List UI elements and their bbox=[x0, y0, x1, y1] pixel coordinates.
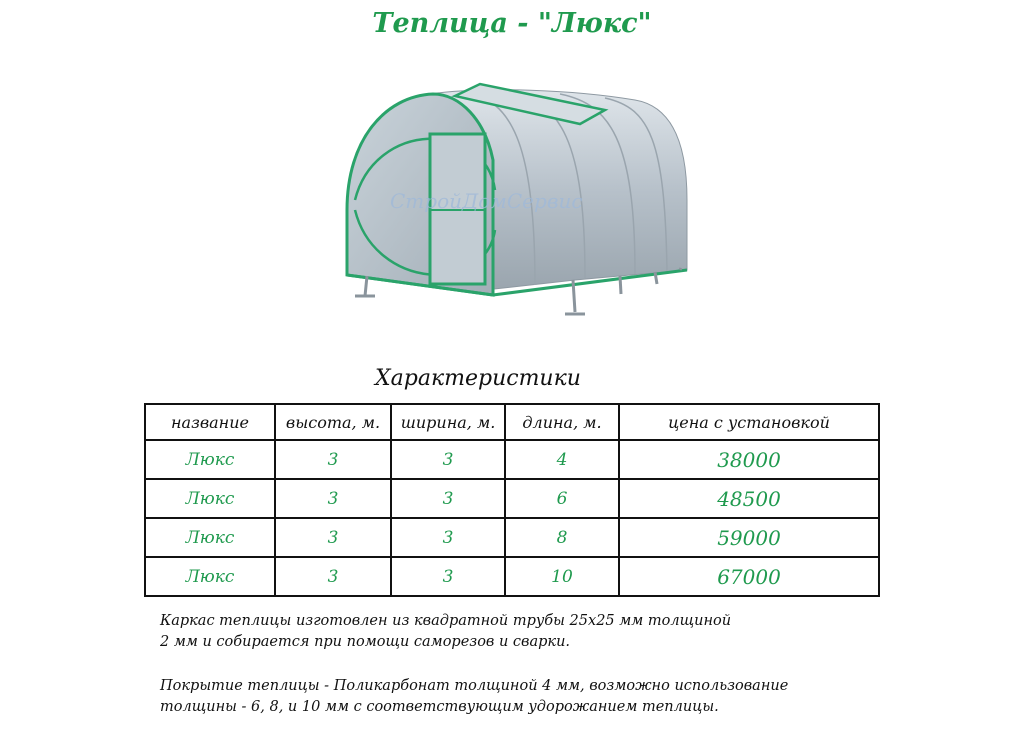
cell-width: 3 bbox=[391, 518, 505, 557]
header-length: длина, м. bbox=[505, 404, 619, 440]
header-name: название bbox=[145, 404, 275, 440]
cell-name: Люкс bbox=[145, 440, 275, 479]
cell-length: 6 bbox=[505, 479, 619, 518]
cell-length: 4 bbox=[505, 440, 619, 479]
cell-width: 3 bbox=[391, 479, 505, 518]
cell-price: 59000 bbox=[619, 518, 879, 557]
cell-height: 3 bbox=[275, 557, 391, 596]
frame-description-line1: Каркас теплицы изготовлен из квадратной трубы 25х25 мм толщиной bbox=[160, 613, 732, 629]
table-row bbox=[145, 479, 879, 518]
page-title: Теплица - "Люкс" bbox=[372, 8, 652, 39]
cell-name: Люкс bbox=[145, 518, 275, 557]
greenhouse-photo bbox=[335, 80, 705, 325]
cell-price: 67000 bbox=[619, 557, 879, 596]
cover-description-line1: Покрытие теплицы - Поликарбонат толщиной 4 мм, возможно использование bbox=[160, 678, 789, 694]
cell-width: 3 bbox=[391, 440, 505, 479]
table-row bbox=[145, 557, 879, 596]
header-height: высота, м. bbox=[275, 404, 391, 440]
frame-description-line2: 2 мм и собирается при помощи саморезов и сварки. bbox=[160, 634, 571, 650]
cell-price: 38000 bbox=[619, 440, 879, 479]
header-width: ширина, м. bbox=[391, 404, 505, 440]
cell-height: 3 bbox=[275, 518, 391, 557]
cell-name: Люкс bbox=[145, 557, 275, 596]
photo-watermark: СтройДомСервис bbox=[390, 189, 583, 213]
section-title: Характеристики bbox=[375, 366, 581, 391]
specs-table bbox=[144, 403, 880, 597]
cell-height: 3 bbox=[275, 479, 391, 518]
table-row bbox=[145, 440, 879, 479]
table-row bbox=[145, 518, 879, 557]
cell-length: 8 bbox=[505, 518, 619, 557]
cell-price: 48500 bbox=[619, 479, 879, 518]
header-price: цена с установкой bbox=[619, 404, 879, 440]
cell-name: Люкс bbox=[145, 479, 275, 518]
table-header-row bbox=[145, 404, 879, 440]
frame-description bbox=[160, 611, 880, 653]
cover-description-line2: толщины - 6, 8, и 10 мм с соответствующим удорожанием теплицы. bbox=[160, 699, 719, 715]
cell-length: 10 bbox=[505, 557, 619, 596]
cover-description bbox=[160, 676, 880, 718]
cell-width: 3 bbox=[391, 557, 505, 596]
cell-height: 3 bbox=[275, 440, 391, 479]
